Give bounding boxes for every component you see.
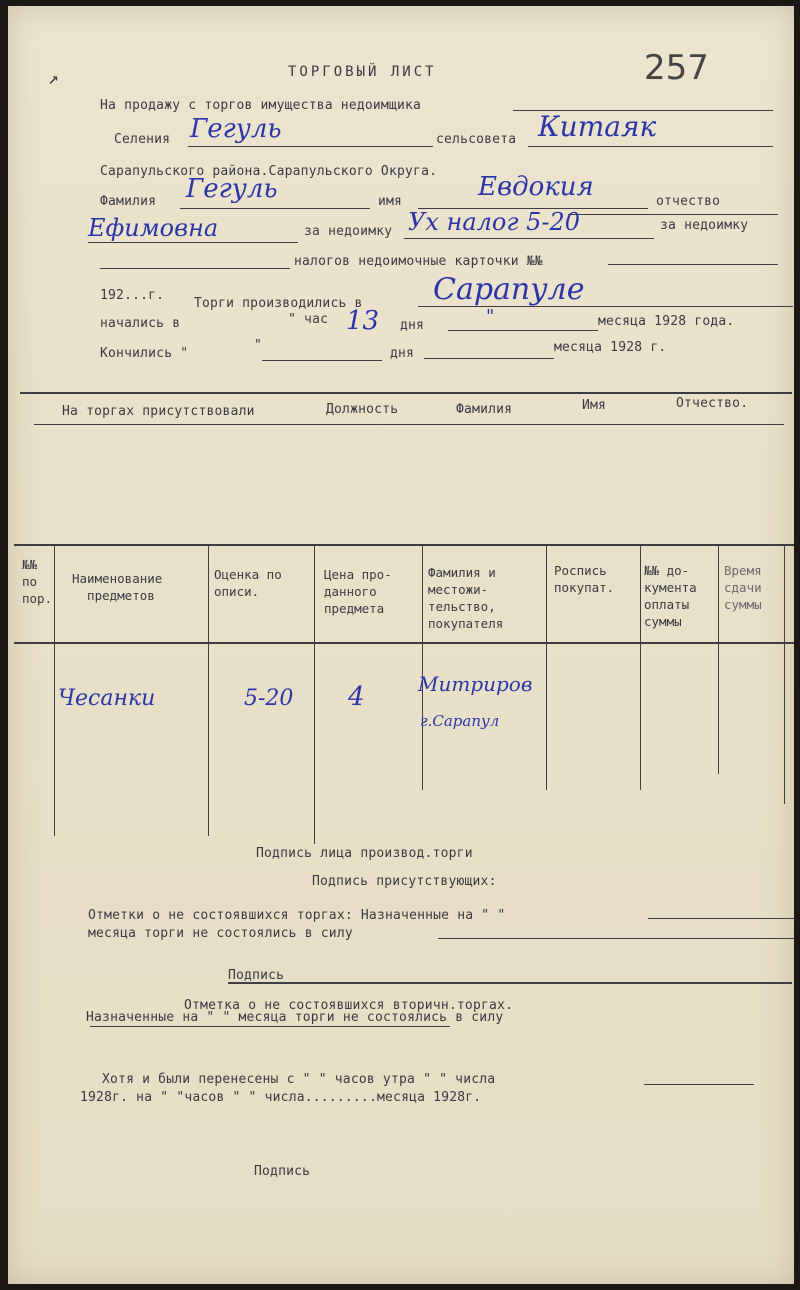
attendance-col-patronymic: Отчество. — [676, 396, 749, 411]
attendance-col-position: Должность — [326, 402, 399, 417]
tax-cards-label: налогов недоимочные карточки №№ — [294, 254, 543, 269]
village-underline — [188, 146, 433, 147]
selsovet-value: Китаяк — [538, 110, 657, 143]
arrears-label: за недоимку — [304, 224, 393, 239]
final-signature-label: Подпись — [254, 1164, 311, 1179]
conductor-signature-label: Подпись лица производ.торги — [256, 846, 473, 861]
start-day-underline — [448, 330, 598, 331]
arrears-label-2: за недоимку — [660, 218, 749, 233]
auction-place-value: Сарапуле — [433, 272, 585, 307]
failed-note-underline — [648, 918, 794, 919]
table-row-estimate: 5-20 — [244, 686, 294, 711]
document-title: ТОРГОВЫЙ ЛИСТ — [288, 64, 437, 80]
hours-label: " час — [288, 312, 329, 327]
table-col-divider — [422, 544, 423, 790]
col-header-document: №№ до- кумента оплаты суммы — [644, 563, 697, 629]
village-value: Гегуль — [190, 114, 282, 144]
attendance-label: На торгах присутствовали — [62, 404, 255, 419]
sale-purpose-label: На продажу с торгов имущества недоимщика — [100, 98, 422, 113]
postponed-underline — [644, 1084, 754, 1085]
ended-day-underline — [424, 358, 554, 359]
ended-day-label: дня — [390, 346, 415, 361]
district-line: Сарапульского района.Сарапульского Округа. — [100, 164, 438, 179]
year-label: 192...г. — [100, 288, 165, 303]
table-col-divider — [546, 544, 547, 790]
patronymic-value: Ефимовна — [88, 214, 219, 242]
signature-divider — [228, 982, 792, 984]
postponed-note: Хотя и были перенесены с " " часов утра " " числа — [102, 1072, 496, 1087]
table-header-border — [14, 642, 794, 644]
margin-mark: ↗ — [48, 68, 60, 89]
failed-note2-underline — [438, 938, 794, 939]
col-header-number: №№ по пор. — [22, 557, 53, 606]
surname-label: Фамилия — [100, 194, 157, 209]
patronymic-label: отчество — [656, 194, 721, 209]
col-header-estimate: Оценка по описи. — [214, 567, 282, 599]
patronymic-value-underline — [88, 242, 298, 243]
section-divider — [20, 392, 792, 394]
arrears-value: Ух налог 5-20 — [408, 208, 581, 236]
table-top-border — [14, 544, 794, 546]
table-col-divider — [640, 544, 641, 790]
start-month-label: месяца 1928 года. — [598, 314, 735, 329]
second-auction-note: Отметка о не состоявшихся вторичн.торгах. — [184, 998, 514, 1013]
col-header-item: Наименование предметов — [72, 571, 163, 603]
ended-month-label: месяца 1928 г. — [554, 340, 667, 355]
failed-auction-note-2: месяца торги не состоялись в силу — [88, 926, 353, 941]
table-row-item: Чесанки — [58, 686, 156, 711]
table-col-divider — [784, 544, 785, 804]
document-page — [8, 6, 794, 1284]
col-header-buyer: Фамилия и местожи- тельство, покупателя — [428, 565, 504, 631]
day-label: дня — [400, 318, 425, 333]
tax-underline-right — [608, 264, 778, 265]
postponed-note-2: 1928г. на " "часов " " числа.........месяца 1928г. — [80, 1090, 482, 1105]
surname-value: Гегуль — [186, 174, 278, 204]
start-day-value: 13 — [346, 306, 380, 336]
start-month-value: " — [486, 306, 495, 327]
table-col-divider — [208, 544, 209, 836]
patronymic-underline — [568, 214, 778, 215]
col-header-price: Цена про- данного предмета — [324, 567, 392, 616]
place-underline — [418, 306, 793, 307]
failed-auction-note: Отметки о не состоявшихся торгах: Назначенные на " " — [88, 908, 506, 923]
second-note-underline — [90, 1026, 450, 1027]
signature-label: Подпись — [228, 968, 285, 983]
selsovet-label: сельсовета — [436, 132, 517, 147]
village-label: Селения — [114, 132, 171, 147]
tax-underline-left — [100, 268, 290, 269]
auction-place-label: Торги производились в — [194, 296, 363, 311]
ended-hour-underline — [262, 360, 382, 361]
surname-underline — [180, 208, 370, 209]
table-row-buyer: Митриров — [418, 672, 533, 696]
archive-page-number: 257 — [644, 48, 709, 88]
arrears-underline — [404, 238, 654, 239]
table-col-divider — [718, 544, 719, 774]
attendees-signature-label: Подпись присутствующих: — [312, 874, 497, 889]
attendance-col-surname: Фамилия — [456, 402, 513, 417]
attendance-underline — [34, 424, 784, 425]
selsovet-underline — [528, 146, 773, 147]
table-row-buyer-place: г.Сарапул — [420, 712, 500, 730]
attendance-col-name: Имя — [582, 398, 607, 413]
table-col-divider — [54, 544, 55, 836]
started-label: начались в — [100, 316, 181, 331]
col-header-time: Время сдачи суммы — [724, 563, 762, 612]
table-row-price: 4 — [348, 682, 365, 712]
ended-label: Кончились " — [100, 346, 189, 361]
name-label: имя — [378, 194, 403, 209]
name-value: Евдокия — [478, 172, 594, 202]
table-col-divider — [314, 544, 315, 844]
ended-quote: " — [254, 338, 263, 353]
col-header-signature: Роспись покупат. — [554, 563, 615, 595]
second-auction-note-2: Назначенные на " " месяца торги не состоялись в силу — [86, 1010, 504, 1025]
